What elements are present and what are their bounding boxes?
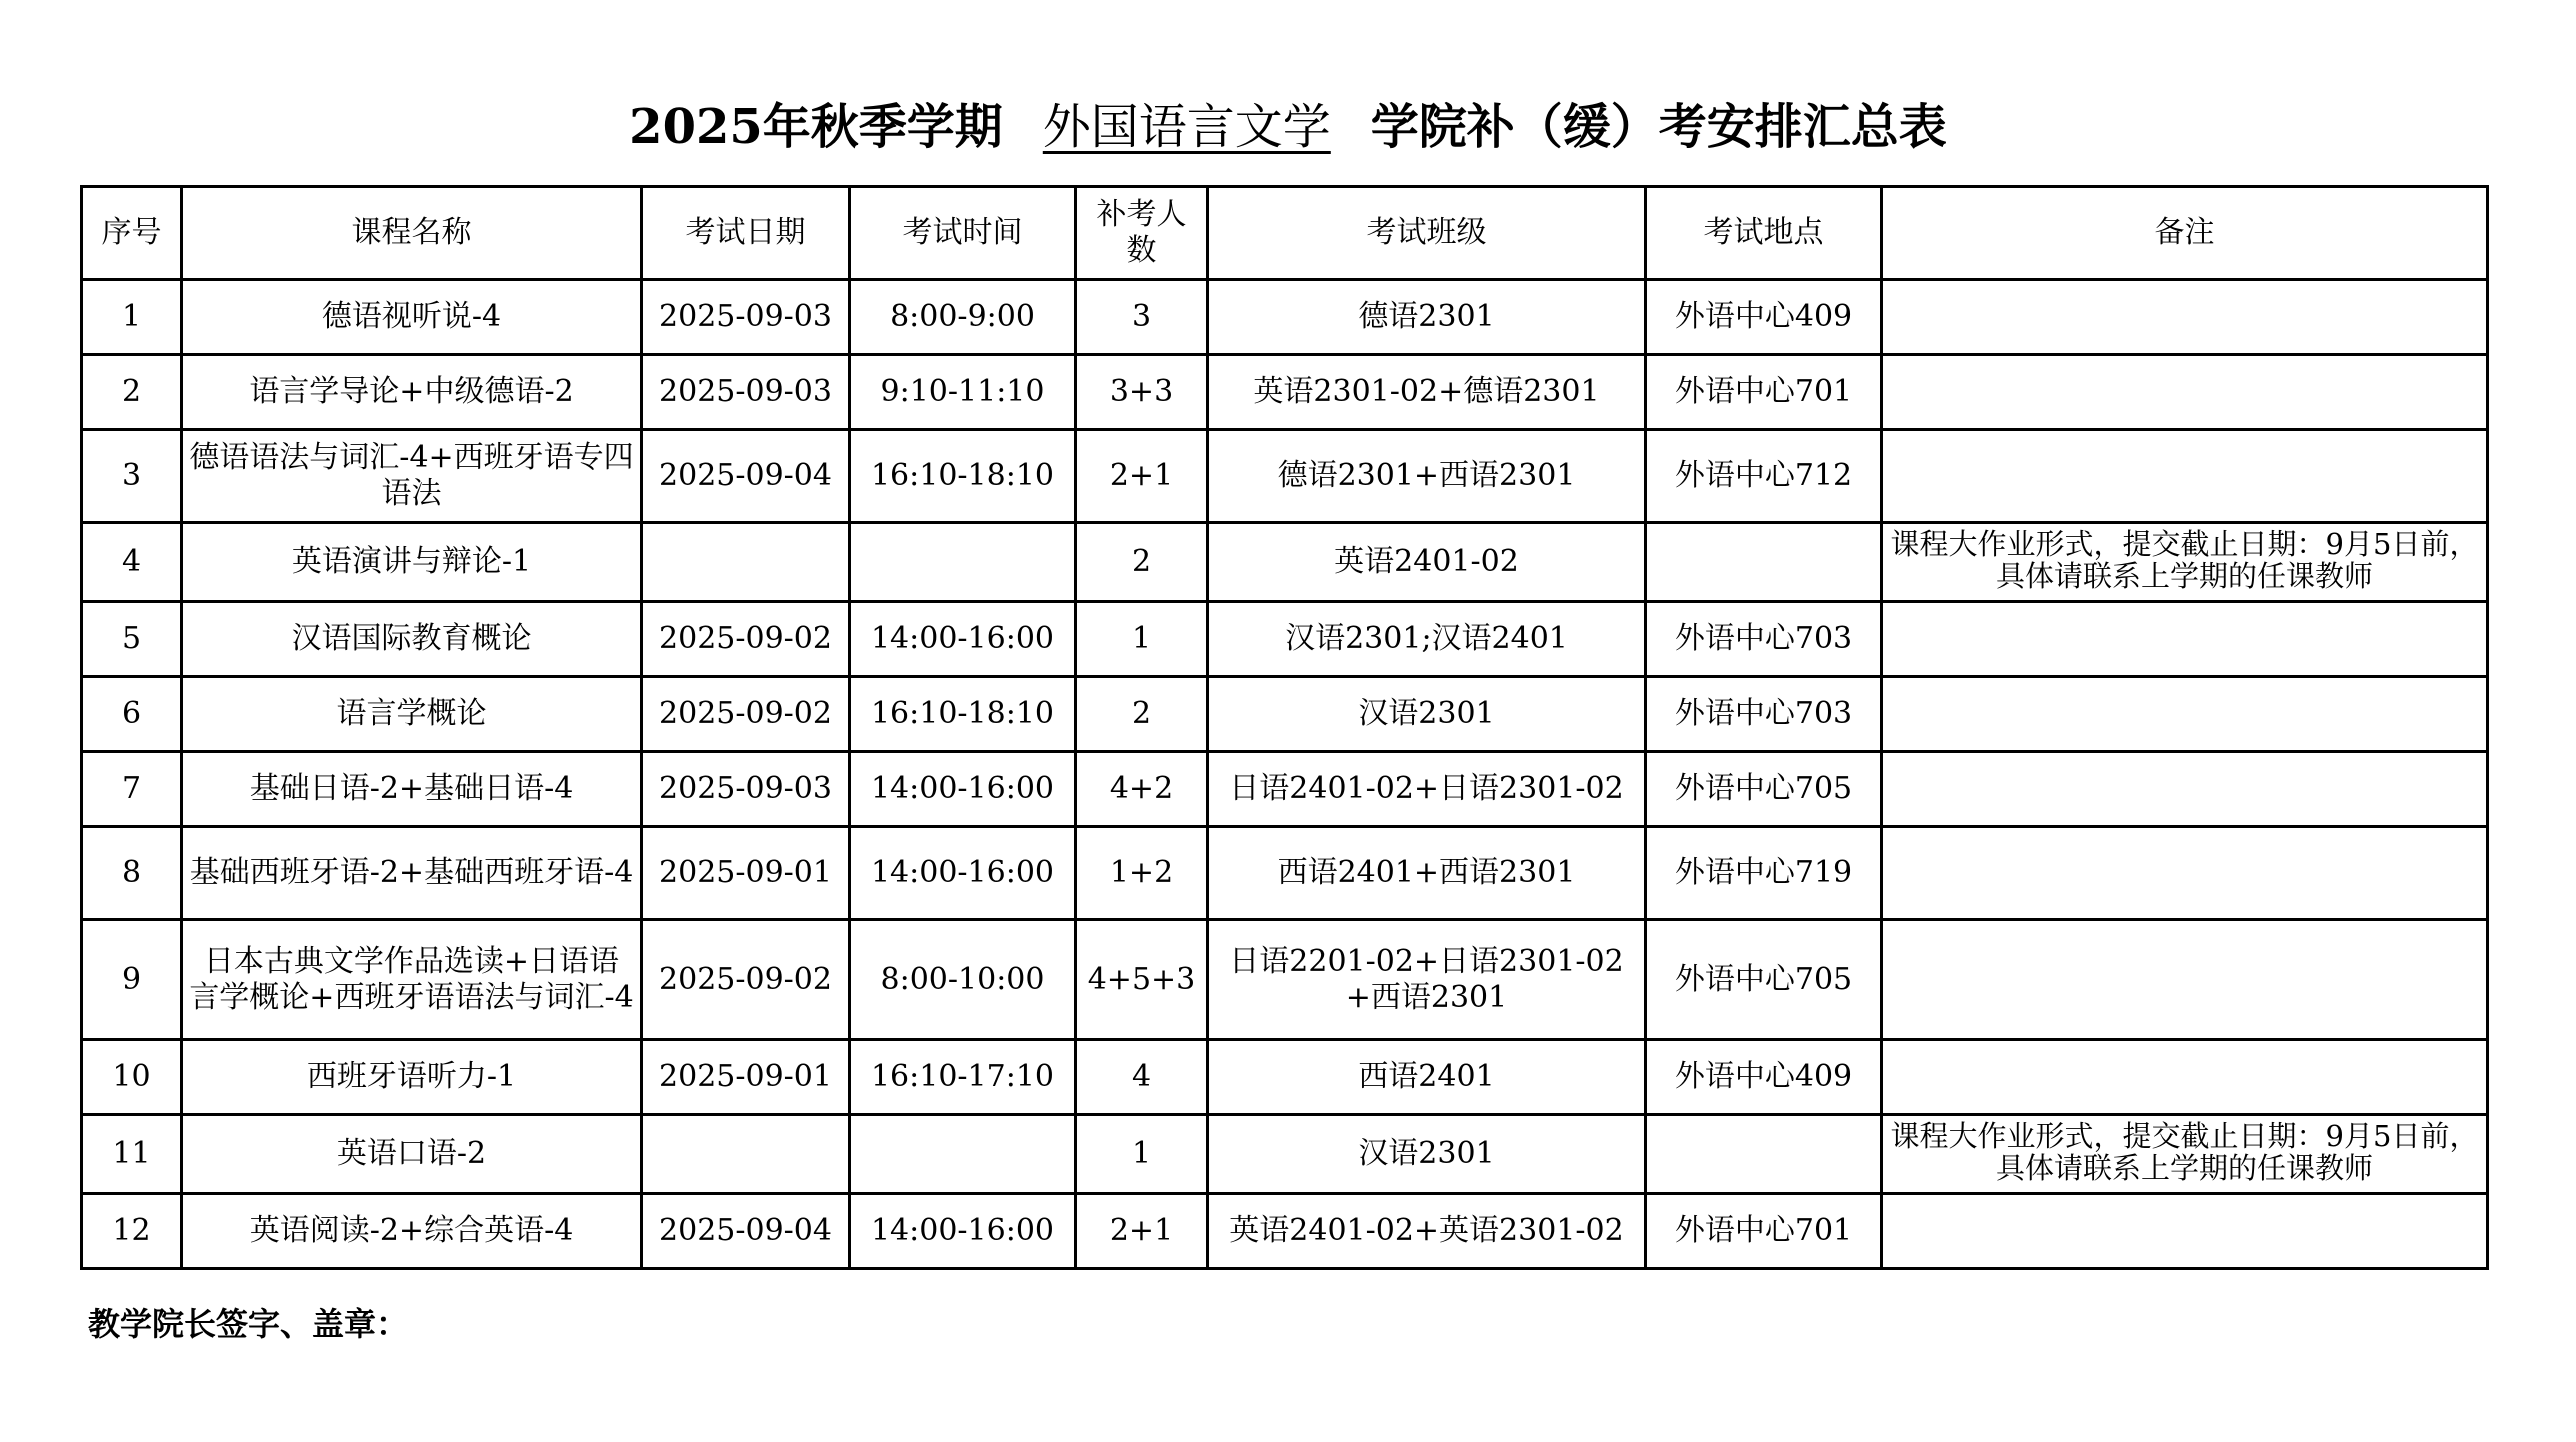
cell-count: 4+2 <box>1076 752 1208 827</box>
cell-note <box>1882 920 2488 1040</box>
cell-count: 3+3 <box>1076 355 1208 430</box>
cell-date <box>642 523 850 602</box>
cell-count: 2 <box>1076 677 1208 752</box>
cell-no: 8 <box>82 827 182 920</box>
table-row <box>82 355 2488 430</box>
cell-date: 2025-09-03 <box>642 355 850 430</box>
cell-no: 4 <box>82 523 182 602</box>
header-no: 序号 <box>82 187 182 280</box>
cell-time <box>850 523 1076 602</box>
cell-course: 汉语国际教育概论 <box>182 602 642 677</box>
title-prefix: 2025年秋季学期 <box>629 99 1003 155</box>
cell-time: 14:00-16:00 <box>850 602 1076 677</box>
cell-date: 2025-09-02 <box>642 602 850 677</box>
cell-time: 16:10-18:10 <box>850 430 1076 523</box>
cell-location: 外语中心703 <box>1646 677 1882 752</box>
cell-location <box>1646 523 1882 602</box>
cell-note <box>1882 827 2488 920</box>
cell-date: 2025-09-01 <box>642 827 850 920</box>
cell-date: 2025-09-03 <box>642 752 850 827</box>
cell-no: 6 <box>82 677 182 752</box>
cell-date: 2025-09-04 <box>642 430 850 523</box>
table-row <box>82 280 2488 355</box>
cell-time: 14:00-16:00 <box>850 1194 1076 1269</box>
table-header-row <box>82 187 2488 280</box>
cell-no: 5 <box>82 602 182 677</box>
cell-count: 1 <box>1076 602 1208 677</box>
cell-course: 基础西班牙语-2+基础西班牙语-4 <box>182 827 642 920</box>
cell-classes: 西语2401+西语2301 <box>1208 827 1646 920</box>
cell-no: 11 <box>82 1115 182 1194</box>
cell-time: 16:10-18:10 <box>850 677 1076 752</box>
cell-location: 外语中心712 <box>1646 430 1882 523</box>
cell-classes: 英语2401-02+英语2301-02 <box>1208 1194 1646 1269</box>
cell-location: 外语中心719 <box>1646 827 1882 920</box>
cell-course: 基础日语-2+基础日语-4 <box>182 752 642 827</box>
cell-course: 英语口语-2 <box>182 1115 642 1194</box>
cell-note <box>1882 752 2488 827</box>
cell-note <box>1882 280 2488 355</box>
cell-note <box>1882 1194 2488 1269</box>
table-row <box>82 1194 2488 1269</box>
cell-course: 日本古典文学作品选读+日语语言学概论+西班牙语语法与词汇-4 <box>182 920 642 1040</box>
cell-note <box>1882 677 2488 752</box>
cell-note <box>1882 602 2488 677</box>
cell-note <box>1882 430 2488 523</box>
cell-classes: 英语2301-02+德语2301 <box>1208 355 1646 430</box>
cell-course: 语言学概论 <box>182 677 642 752</box>
table-row <box>82 1115 2488 1194</box>
cell-classes: 日语2201-02+日语2301-02+西语2301 <box>1208 920 1646 1040</box>
cell-time: 16:10-17:10 <box>850 1040 1076 1115</box>
cell-classes: 英语2401-02 <box>1208 523 1646 602</box>
cell-time: 8:00-9:00 <box>850 280 1076 355</box>
cell-classes: 西语2401 <box>1208 1040 1646 1115</box>
title-college: 外国语言文学 <box>1042 99 1331 155</box>
cell-course: 西班牙语听力-1 <box>182 1040 642 1115</box>
cell-location: 外语中心705 <box>1646 920 1882 1040</box>
header-time: 考试时间 <box>850 187 1076 280</box>
cell-count: 4+5+3 <box>1076 920 1208 1040</box>
cell-note <box>1882 523 2488 602</box>
cell-time <box>850 1115 1076 1194</box>
cell-date: 2025-09-02 <box>642 677 850 752</box>
page-title <box>0 92 2576 162</box>
cell-count: 4 <box>1076 1040 1208 1115</box>
header-date: 考试日期 <box>642 187 850 280</box>
cell-no: 3 <box>82 430 182 523</box>
table-row <box>82 430 2488 523</box>
cell-note <box>1882 1040 2488 1115</box>
cell-no: 2 <box>82 355 182 430</box>
cell-time: 14:00-16:00 <box>850 752 1076 827</box>
cell-classes: 汉语2301 <box>1208 677 1646 752</box>
header-classes: 考试班级 <box>1208 187 1646 280</box>
signature-label: 教学院长签字、盖章： <box>88 1305 409 1343</box>
cell-classes: 汉语2301 <box>1208 1115 1646 1194</box>
cell-date <box>642 1115 850 1194</box>
cell-date: 2025-09-02 <box>642 920 850 1040</box>
cell-course: 英语演讲与辩论-1 <box>182 523 642 602</box>
cell-date: 2025-09-04 <box>642 1194 850 1269</box>
cell-no: 12 <box>82 1194 182 1269</box>
note-text: 课程大作业形式，提交截止日期：9月5日前，具体请联系上学期的任课教师 <box>1890 528 2479 592</box>
header-note: 备注 <box>1882 187 2488 280</box>
cell-time: 8:00-10:00 <box>850 920 1076 1040</box>
cell-location: 外语中心409 <box>1646 1040 1882 1115</box>
table-row <box>82 602 2488 677</box>
cell-date: 2025-09-03 <box>642 280 850 355</box>
cell-count: 2+1 <box>1076 1194 1208 1269</box>
cell-location: 外语中心705 <box>1646 752 1882 827</box>
cell-note <box>1882 355 2488 430</box>
cell-no: 10 <box>82 1040 182 1115</box>
table-row <box>82 1040 2488 1115</box>
table-row <box>82 677 2488 752</box>
cell-classes: 汉语2301;汉语2401 <box>1208 602 1646 677</box>
table-row <box>82 523 2488 602</box>
cell-count: 1 <box>1076 1115 1208 1194</box>
cell-location: 外语中心703 <box>1646 602 1882 677</box>
cell-classes: 德语2301+西语2301 <box>1208 430 1646 523</box>
cell-no: 9 <box>82 920 182 1040</box>
cell-count: 3 <box>1076 280 1208 355</box>
cell-location: 外语中心409 <box>1646 280 1882 355</box>
cell-location: 外语中心701 <box>1646 1194 1882 1269</box>
cell-course: 语言学导论+中级德语-2 <box>182 355 642 430</box>
cell-course: 德语视听说-4 <box>182 280 642 355</box>
cell-course: 英语阅读-2+综合英语-4 <box>182 1194 642 1269</box>
cell-date: 2025-09-01 <box>642 1040 850 1115</box>
cell-classes: 日语2401-02+日语2301-02 <box>1208 752 1646 827</box>
cell-location <box>1646 1115 1882 1194</box>
cell-no: 7 <box>82 752 182 827</box>
cell-time: 9:10-11:10 <box>850 355 1076 430</box>
cell-classes: 德语2301 <box>1208 280 1646 355</box>
note-text: 课程大作业形式，提交截止日期：9月5日前，具体请联系上学期的任课教师 <box>1890 1120 2479 1184</box>
table-row <box>82 752 2488 827</box>
cell-note <box>1882 1115 2488 1194</box>
exam-schedule-table <box>80 185 2489 1270</box>
cell-location: 外语中心701 <box>1646 355 1882 430</box>
cell-count: 1+2 <box>1076 827 1208 920</box>
cell-time: 14:00-16:00 <box>850 827 1076 920</box>
cell-count: 2 <box>1076 523 1208 602</box>
header-location: 考试地点 <box>1646 187 1882 280</box>
header-count: 补考人数 <box>1076 187 1208 280</box>
cell-no: 1 <box>82 280 182 355</box>
table-row <box>82 920 2488 1040</box>
header-course: 课程名称 <box>182 187 642 280</box>
cell-course: 德语语法与词汇-4+西班牙语专四语法 <box>182 430 642 523</box>
table-row <box>82 827 2488 920</box>
cell-count: 2+1 <box>1076 430 1208 523</box>
title-suffix: 学院补（缓）考安排汇总表 <box>1370 99 1947 155</box>
